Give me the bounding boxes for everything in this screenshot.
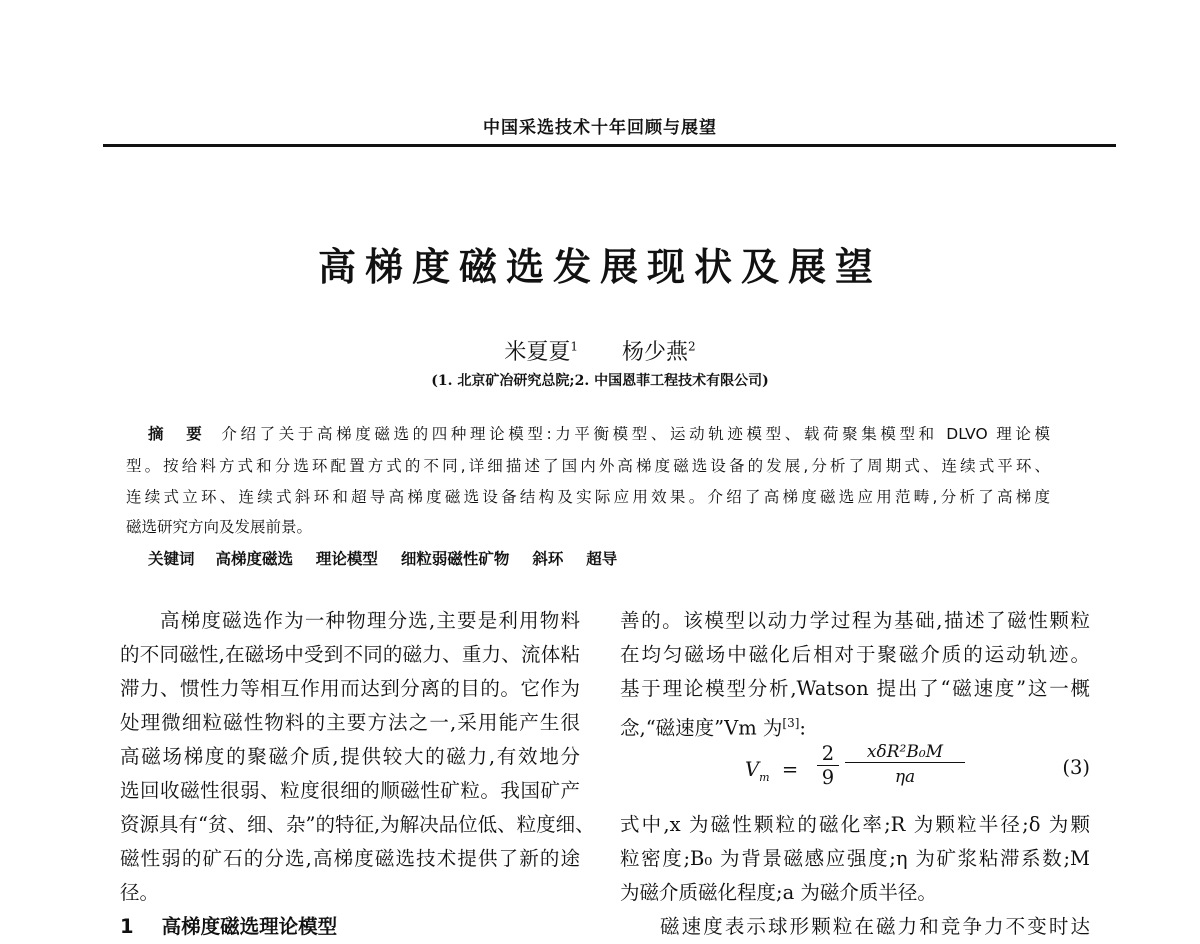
citation: [3] xyxy=(782,716,800,730)
keyword: 理论模型 xyxy=(315,550,378,568)
author-name: 杨少燕 xyxy=(622,340,689,365)
abstract-text: 介绍了关于高梯度磁选的四种理论模型:力平衡模型、运动轨迹模型、载荷聚集模型和 DLVO 理论模 xyxy=(221,425,1050,443)
body-line: 粒密度;B₀ 为背景磁感应强度;η 为矿浆粘滞系数;M xyxy=(620,847,1090,870)
affiliation: (1. 北京矿冶研究总院;2. 中国恩菲工程技术有限公司) xyxy=(431,373,769,389)
body-line: 处理微细粒磁性物料的主要方法之一,采用能产生很 xyxy=(120,711,580,734)
formula-lhs-symbol: V xyxy=(745,758,760,781)
section-title: 高梯度磁选理论模型 xyxy=(161,915,338,938)
section-heading xyxy=(120,910,580,944)
body-line: 基于理论模型分析,Watson 提出了“磁速度”这一概 xyxy=(620,677,1090,700)
keyword: 斜环 xyxy=(532,550,564,568)
author-affil-mark: 2 xyxy=(688,339,696,354)
body-line: 式中,x 为磁性颗粒的磁化率;R 为颗粒半径;δ 为颗 xyxy=(620,813,1090,836)
body-line: 选回收磁性很弱、粒度很细的顺磁性矿粒。我国矿产 xyxy=(120,779,580,802)
body-line: 善的。该模型以动力学过程为基础,描述了磁性颗粒 xyxy=(620,609,1090,632)
author-affil-mark: 1 xyxy=(570,339,578,354)
running-head: 中国采选技术十年回顾与展望 xyxy=(483,118,717,138)
body-line: 为磁介质磁化程度;a 为磁介质半径。 xyxy=(620,881,937,904)
keyword: 细粒弱磁性矿物 xyxy=(400,550,510,568)
abstract-line: 型。按给料方式和分选环配置方式的不同,详细描述了国内外高梯度磁选设备的发展,分析了周期式、连续式平环、 xyxy=(126,457,1050,475)
keyword: 超导 xyxy=(586,550,618,568)
paper-title: 高梯度磁选发展现状及展望 xyxy=(317,244,882,289)
abstract-line: 磁选研究方向及发展前景。 xyxy=(126,518,313,536)
body-line: 资源具有“贫、细、杂”的特征,为解决品位低、粒度细、 xyxy=(120,813,595,836)
body-line xyxy=(620,706,1090,740)
body-text: 念,“磁速度”Vm 为 xyxy=(620,716,783,740)
formula-lhs: $V_m$ = xyxy=(745,758,799,784)
formula-lhs-sub: m xyxy=(759,770,770,784)
body-line: 滞力、惯性力等相互作用而达到分离的目的。它作为 xyxy=(120,677,580,700)
formula-coefficient xyxy=(817,742,839,789)
colon: : xyxy=(799,716,806,740)
body-line: 高梯度磁选作为一种物理分选,主要是利用物料 xyxy=(160,609,580,632)
header-rule xyxy=(103,144,1116,147)
body-line: 在均匀磁场中磁化后相对于聚磁介质的运动轨迹。 xyxy=(620,643,1090,666)
equation-3 xyxy=(620,740,1090,808)
authors xyxy=(0,335,1200,366)
formula-fraction xyxy=(845,742,965,787)
left-column xyxy=(120,604,595,944)
section-number: 1 xyxy=(120,915,134,938)
body-line: 的不同磁性,在磁场中受到不同的磁力、重力、流体粘 xyxy=(120,643,580,666)
coef-numerator: 2 xyxy=(821,742,835,765)
body-line: 径。 xyxy=(120,881,160,904)
body-line: 磁速度表示球形颗粒在磁力和竞争力不变时达 xyxy=(660,915,1090,938)
keyword: 高梯度磁选 xyxy=(215,550,293,568)
body-line: 磁性弱的矿石的分选,高梯度磁选技术提供了新的途 xyxy=(120,847,580,870)
right-column xyxy=(620,604,1090,944)
equation-number: (3) xyxy=(1062,756,1090,779)
author-name: 米夏夏 xyxy=(504,340,571,365)
coef-denominator: 9 xyxy=(817,765,839,789)
keywords-label: 关键词 xyxy=(148,550,195,568)
formula-denominator: ηa xyxy=(845,762,965,787)
formula-numerator: xδR²B₀M xyxy=(866,742,944,762)
abstract-line xyxy=(148,422,1050,444)
body-line: 高磁场梯度的聚磁介质,提供较大的磁力,有效地分 xyxy=(120,745,580,768)
abstract-line: 连续式立环、连续式斜环和超导高梯度磁选设备结构及实际应用效果。介绍了高梯度磁选应用范畴,分析了高梯度 xyxy=(126,488,1050,506)
abstract-label: 摘 要 xyxy=(148,425,206,443)
keywords xyxy=(148,547,1072,569)
